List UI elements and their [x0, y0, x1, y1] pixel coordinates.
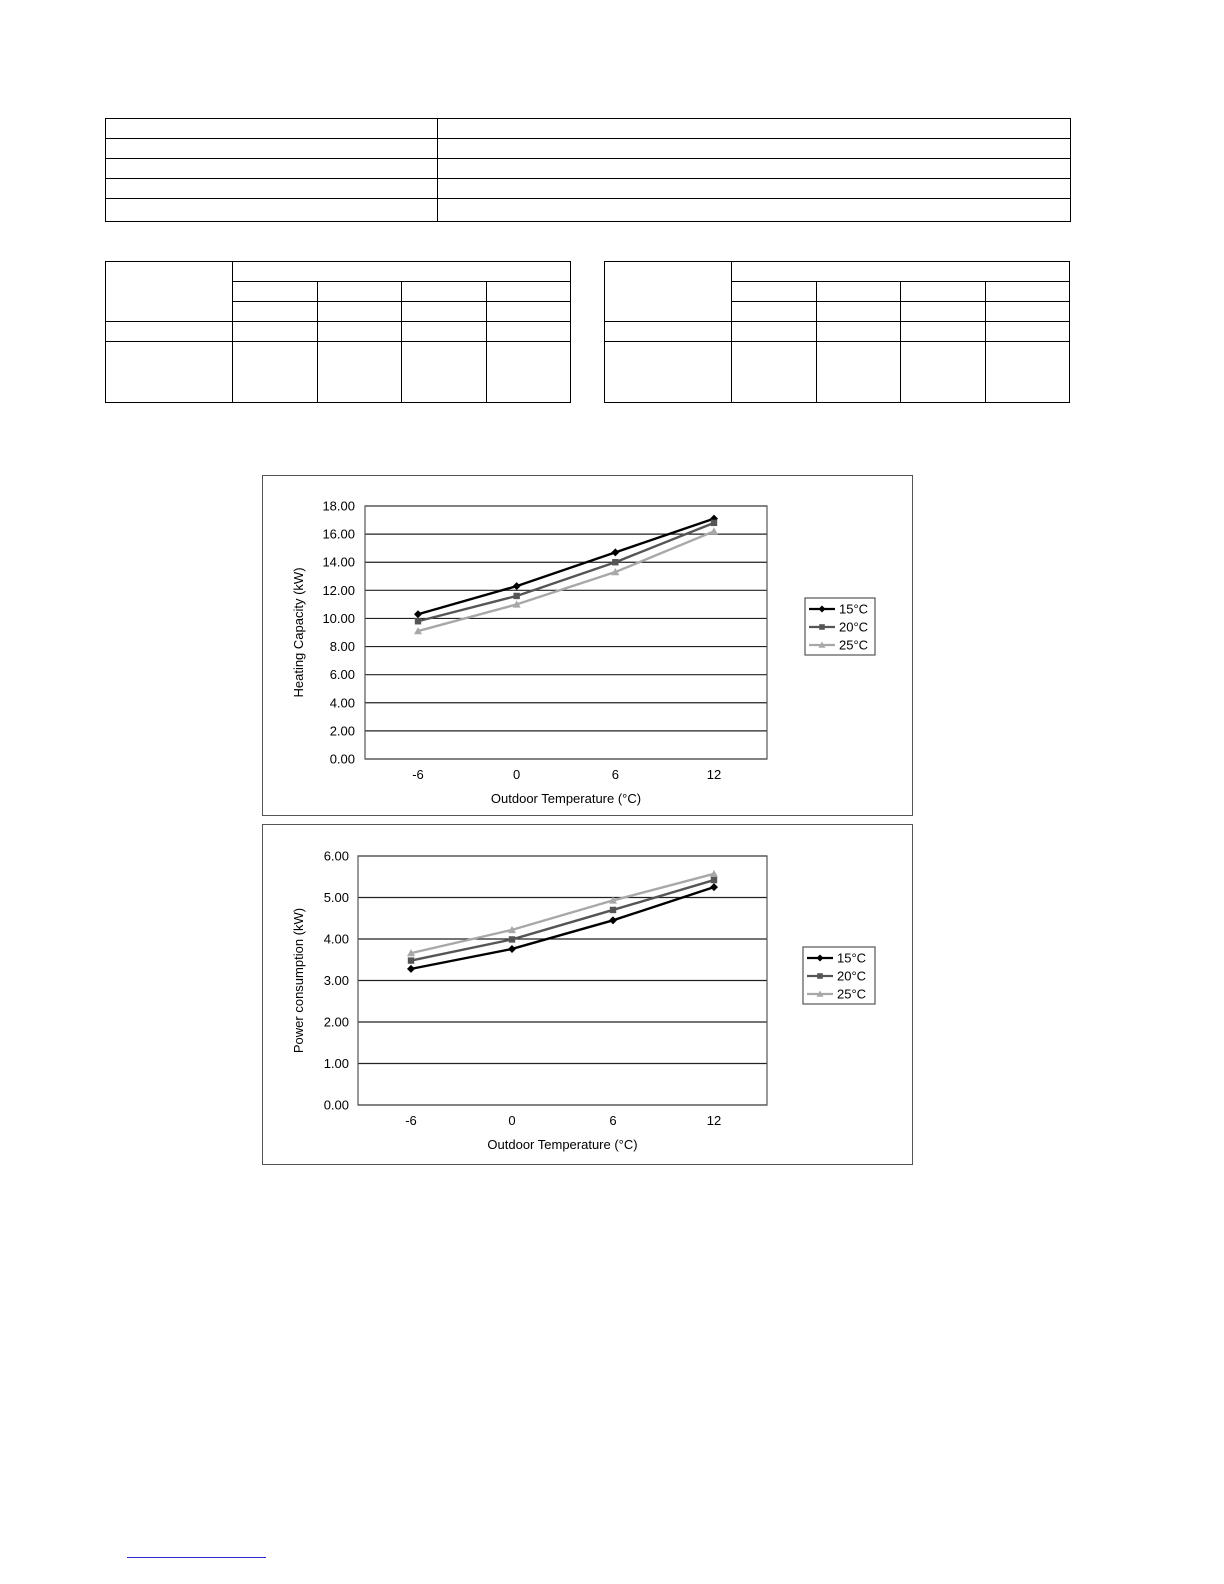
x-tick-label: 6: [609, 1113, 617, 1128]
y-tick-label: 2.00: [323, 1014, 349, 1030]
legend-label: 25°C: [837, 986, 867, 1002]
table-cell: [106, 159, 438, 179]
y-tick-label: 14.00: [322, 554, 355, 570]
x-axis-title: Outdoor Temperature (°C): [487, 1137, 638, 1152]
y-tick-label: 6.00: [329, 667, 355, 683]
legend-label: 20°C: [837, 968, 867, 984]
table-cell: [486, 302, 571, 322]
y-tick-label: 1.00: [323, 1056, 349, 1071]
y-axis-title: Heating Capacity (kW): [291, 567, 306, 698]
data-point: [710, 527, 718, 534]
table-cell: [233, 262, 571, 282]
x-tick-label: 0: [508, 1113, 516, 1128]
condition-table-right: [604, 261, 1070, 403]
table-cell: [732, 342, 817, 403]
table-cell: [438, 199, 1071, 222]
legend-label: 15°C: [837, 950, 867, 966]
heating-capacity-chart: [262, 475, 913, 816]
y-tick-label: 0.00: [329, 751, 355, 767]
data-point: [513, 582, 521, 590]
table-cell: [106, 179, 438, 199]
legend-swatch-marker: [817, 973, 823, 979]
y-tick-label: 18.00: [322, 498, 355, 514]
legend-label: 15°C: [839, 601, 869, 617]
data-point: [408, 957, 414, 963]
y-tick-label: 2.00: [329, 723, 355, 739]
chart-legend: [805, 598, 875, 655]
data-point: [508, 945, 516, 953]
table-cell: [816, 302, 901, 322]
heating-capacity-chart-svg: [263, 476, 914, 817]
data-point: [711, 520, 717, 526]
table-cell: [605, 262, 732, 322]
y-axis-title: Power consumption (kW): [291, 907, 306, 1054]
table-row: [106, 159, 1071, 179]
table-cell: [438, 119, 1071, 139]
chart-legend: [803, 947, 875, 1004]
table-row: [605, 322, 1070, 342]
table-cell: [486, 322, 571, 342]
table-cell: [106, 262, 233, 322]
y-tick-label: 8.00: [329, 639, 355, 655]
x-tick-label: 0: [513, 767, 521, 782]
x-tick-label: 6: [611, 767, 619, 782]
table-cell: [816, 282, 901, 302]
table-cell: [317, 342, 402, 403]
table-row: [106, 179, 1071, 199]
x-axis-title: Outdoor Temperature (°C): [490, 791, 642, 806]
table-cell: [106, 119, 438, 139]
table-cell: [106, 342, 233, 403]
plot-area: [365, 506, 767, 759]
table-cell: [438, 139, 1071, 159]
table-row: [605, 342, 1070, 403]
data-point: [612, 559, 618, 565]
table-cell: [486, 342, 571, 403]
data-point: [710, 883, 718, 891]
table-cell: [985, 282, 1070, 302]
table-row: [106, 139, 1071, 159]
x-tick-label: 12: [706, 1113, 722, 1128]
table-cell: [901, 282, 986, 302]
data-point: [513, 593, 519, 599]
y-tick-label: 16.00: [322, 526, 355, 542]
x-tick-label: -6: [412, 767, 424, 782]
table-cell: [402, 302, 487, 322]
table-row: [106, 199, 1071, 222]
table-cell: [402, 282, 487, 302]
power-consumption-chart: [262, 824, 913, 1165]
data-point: [415, 618, 421, 624]
data-point: [609, 916, 617, 924]
table-cell: [732, 322, 817, 342]
table-cell: [402, 342, 487, 403]
table-cell: [106, 139, 438, 159]
table-cell: [233, 302, 318, 322]
table-cell: [901, 322, 986, 342]
y-tick-label: 3.00: [323, 973, 349, 988]
data-point: [509, 936, 515, 942]
footer-rule: [127, 1557, 266, 1558]
table-cell: [233, 342, 318, 403]
y-tick-label: 5.00: [323, 890, 349, 905]
y-tick-label: 0.00: [323, 1097, 349, 1113]
table-cell: [901, 342, 986, 403]
x-tick-label: -6: [405, 1113, 417, 1128]
table-cell: [816, 322, 901, 342]
table-cell: [317, 322, 402, 342]
data-point: [611, 548, 619, 556]
table-row: [106, 119, 1071, 139]
table-cell: [317, 282, 402, 302]
series-line-15c: [411, 887, 714, 969]
table-cell: [106, 199, 438, 222]
y-tick-label: 6.00: [323, 848, 349, 864]
series-line-25c: [411, 874, 714, 953]
table-cell: [985, 322, 1070, 342]
table-cell: [605, 342, 732, 403]
table-cell: [816, 342, 901, 403]
x-tick-label: 12: [706, 767, 722, 782]
table-row: [106, 322, 571, 342]
table-cell: [486, 282, 571, 302]
table-cell: [605, 322, 732, 342]
table-cell: [233, 322, 318, 342]
table-cell: [732, 282, 817, 302]
condition-table-left: [105, 261, 571, 403]
legend-label: 25°C: [839, 637, 869, 653]
y-tick-label: 10.00: [322, 610, 355, 626]
table-cell: [438, 159, 1071, 179]
table-cell: [438, 179, 1071, 199]
data-point: [407, 965, 415, 973]
table-cell: [233, 282, 318, 302]
series-line-15c: [418, 519, 714, 615]
table-cell: [402, 322, 487, 342]
table-row: [605, 262, 1070, 282]
series-line-20c: [411, 880, 714, 961]
spec-table: [105, 118, 1071, 222]
series-line-25c: [418, 531, 714, 631]
y-tick-label: 4.00: [329, 695, 355, 711]
y-tick-label: 12.00: [322, 582, 355, 598]
table-cell: [985, 342, 1070, 403]
data-point: [414, 610, 422, 618]
table-cell: [901, 302, 986, 322]
y-tick-label: 4.00: [323, 931, 349, 947]
data-point: [711, 877, 717, 883]
table-cell: [317, 302, 402, 322]
data-point: [610, 907, 616, 913]
table-row: [106, 262, 571, 282]
table-row: [106, 342, 571, 403]
table-cell: [732, 262, 1070, 282]
series-line-20c: [418, 523, 714, 621]
legend-swatch-marker: [819, 624, 825, 630]
table-cell: [732, 302, 817, 322]
legend-label: 20°C: [839, 619, 869, 635]
table-cell: [985, 302, 1070, 322]
power-consumption-chart-svg: [263, 825, 914, 1166]
table-cell: [106, 322, 233, 342]
